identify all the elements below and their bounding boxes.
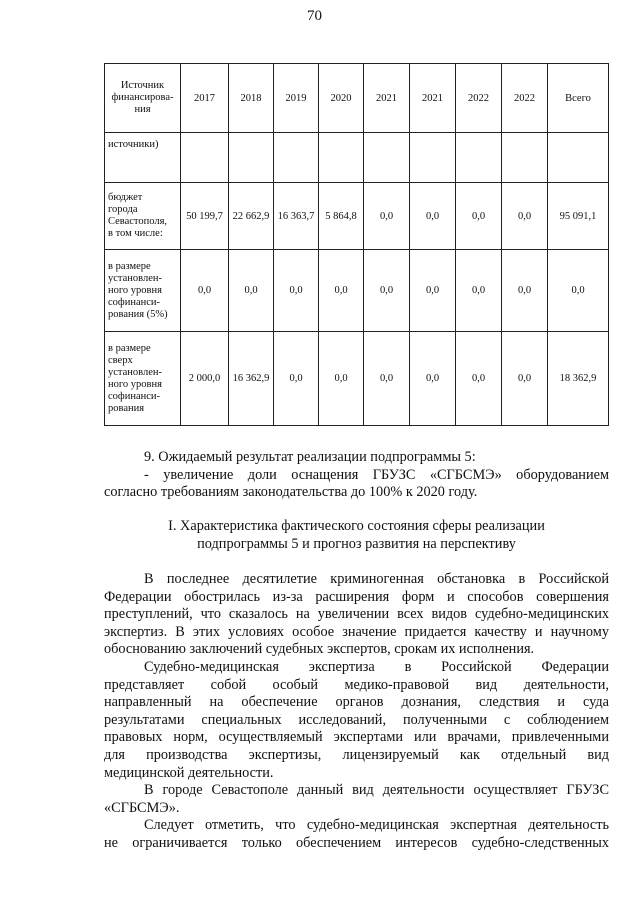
paragraph-line: преступлений, что сказалось на увеличении всех видов судебно-медицинских [104,606,609,623]
row-label-line: в размере [108,260,151,272]
value-cell: 0,0 [502,250,548,332]
value-cell: 0,0 [502,332,548,426]
paragraph-line: направленный на обеспечение органов дознания, следствия и суда [104,694,609,711]
row-label-line: рования (5%) [108,308,168,320]
section-9-line: согласно требованиям законодательства до 100% к 2020 году. [104,484,478,501]
paragraph-line: В последнее десятилетие криминогенная обстановка в Российской [144,571,609,587]
value-cell: 0,0 [364,332,410,426]
row-label-line: установлен- [108,272,162,284]
page-number: 70 [307,8,322,24]
row-label-line: бюджет [108,192,143,203]
paragraph-line: экспертиз. В этих условиях особое значение придается качеству и научному [104,623,609,640]
row-label-line: софинанси- [108,390,161,402]
value-cell: 0,0 [410,250,456,332]
row-label-line: в размере [108,342,151,354]
paragraph-line: медицинской деятельности. [104,764,274,781]
row-label-line: установлен- [108,366,162,378]
header-source-line: финансирова- [111,92,174,103]
paragraph-line: для производства экспертизы, лицензируемый как отдельный вид [104,746,609,763]
row-label-line: источники) [108,139,159,150]
value-cell: 0,0 [274,250,319,332]
value-cell: 2 000,0 [181,332,229,426]
row-label-cell [105,133,181,183]
value-cell [181,133,229,183]
value-cell: 0,0 [502,183,548,250]
section-title-line: I. Характеристика фактического состояния сферы реализации [168,518,545,534]
paragraph-line: «СГБСМЭ». [104,799,180,816]
paragraph [104,571,609,659]
value-cell: 0,0 [410,183,456,250]
section-9-heading: 9. Ожидаемый результат реализации подпрограммы 5: [144,449,476,465]
value-cell: 0,0 [364,183,410,250]
header-source-line: Источник [120,80,165,91]
row-label-line: сверх [108,354,133,366]
body-text [104,571,609,853]
row-label-line: ного уровня [108,378,162,390]
value-cell [548,133,609,183]
paragraph-line: правовых норм, осуществляемый экспертами или врачами, привлеченными [104,729,609,746]
value-cell: 0,0 [548,250,609,332]
paragraph-line: Федерации обострилась из-за расширения форм и способов совершения [104,588,609,605]
value-cell: 0,0 [456,332,502,426]
table-row [105,332,609,426]
row-label-line: софинанси- [108,296,161,308]
header-year-cell: 2021 [410,64,456,133]
value-cell: 18 362,9 [548,332,609,426]
header-year-cell: 2017 [181,64,229,133]
section-9-result [104,449,609,502]
row-label-line: рования [108,402,145,414]
row-label-cell [105,183,181,250]
value-cell [410,133,456,183]
row-label-cell [105,332,181,426]
value-cell [274,133,319,183]
header-source-line: ния [134,104,151,115]
value-cell: 0,0 [319,332,364,426]
value-cell [456,133,502,183]
paragraph [104,782,609,817]
header-year-cell: 2022 [502,64,548,133]
value-cell: 5 864,8 [319,183,364,250]
value-cell: 16 362,9 [229,332,274,426]
table-row [105,183,609,250]
value-cell [319,133,364,183]
value-cell: 0,0 [456,183,502,250]
value-cell: 0,0 [319,250,364,332]
value-cell [502,133,548,183]
value-cell: 0,0 [456,250,502,332]
table-row [105,133,609,183]
row-label-line: города [108,204,138,215]
financing-table [104,63,609,426]
section-title-line: подпрограммы 5 и прогноз развития на перспективу [197,535,516,552]
table-header-row [105,64,609,133]
value-cell: 0,0 [229,250,274,332]
row-label-line: Севастополя, [108,216,168,227]
value-cell: 50 199,7 [181,183,229,250]
paragraph-line: Судебно-медицинская экспертиза в Российской Федерации [144,658,609,675]
paragraph-line: представляет собой особый медико-правовой вид деятельности, [104,676,609,693]
header-year-cell: 2021 [364,64,410,133]
value-cell: 22 662,9 [229,183,274,250]
value-cell: 16 363,7 [274,183,319,250]
row-label-line: в том числе: [108,228,163,239]
header-year-cell: 2020 [319,64,364,133]
row-label-cell [105,250,181,332]
value-cell: 0,0 [181,250,229,332]
value-cell [364,133,410,183]
value-cell: 0,0 [364,250,410,332]
header-year-cell: 2018 [229,64,274,133]
paragraph-line: результатами специальных исследований, полученными с соблюдением [104,711,609,728]
header-total-cell: Всего [548,64,609,133]
paragraph-line: Следует отметить, что судебно-медицинская экспертная деятельность [144,817,609,834]
paragraph-line: В городе Севастополе данный вид деятельности осуществляет ГБУЗС [144,782,609,799]
paragraph [104,659,609,782]
paragraph [104,817,609,852]
value-cell [229,133,274,183]
value-cell: 0,0 [274,332,319,426]
paragraph-line: обоснованию заключений судебных экспертов, срокам их исполнения. [104,641,535,658]
header-source-cell [105,64,181,133]
value-cell: 95 091,1 [548,183,609,250]
section-1-title [104,518,609,553]
section-9-line: - увеличение доли оснащения ГБУЗС «СГБСМЭ» оборудованием [144,466,609,483]
header-year-cell: 2019 [274,64,319,133]
header-year-cell: 2022 [456,64,502,133]
row-label-line: ного уровня [108,284,162,296]
value-cell: 0,0 [410,332,456,426]
paragraph-line: не ограничивается только обеспечением интересов судебно-следственных [104,834,609,851]
table-row [105,250,609,332]
